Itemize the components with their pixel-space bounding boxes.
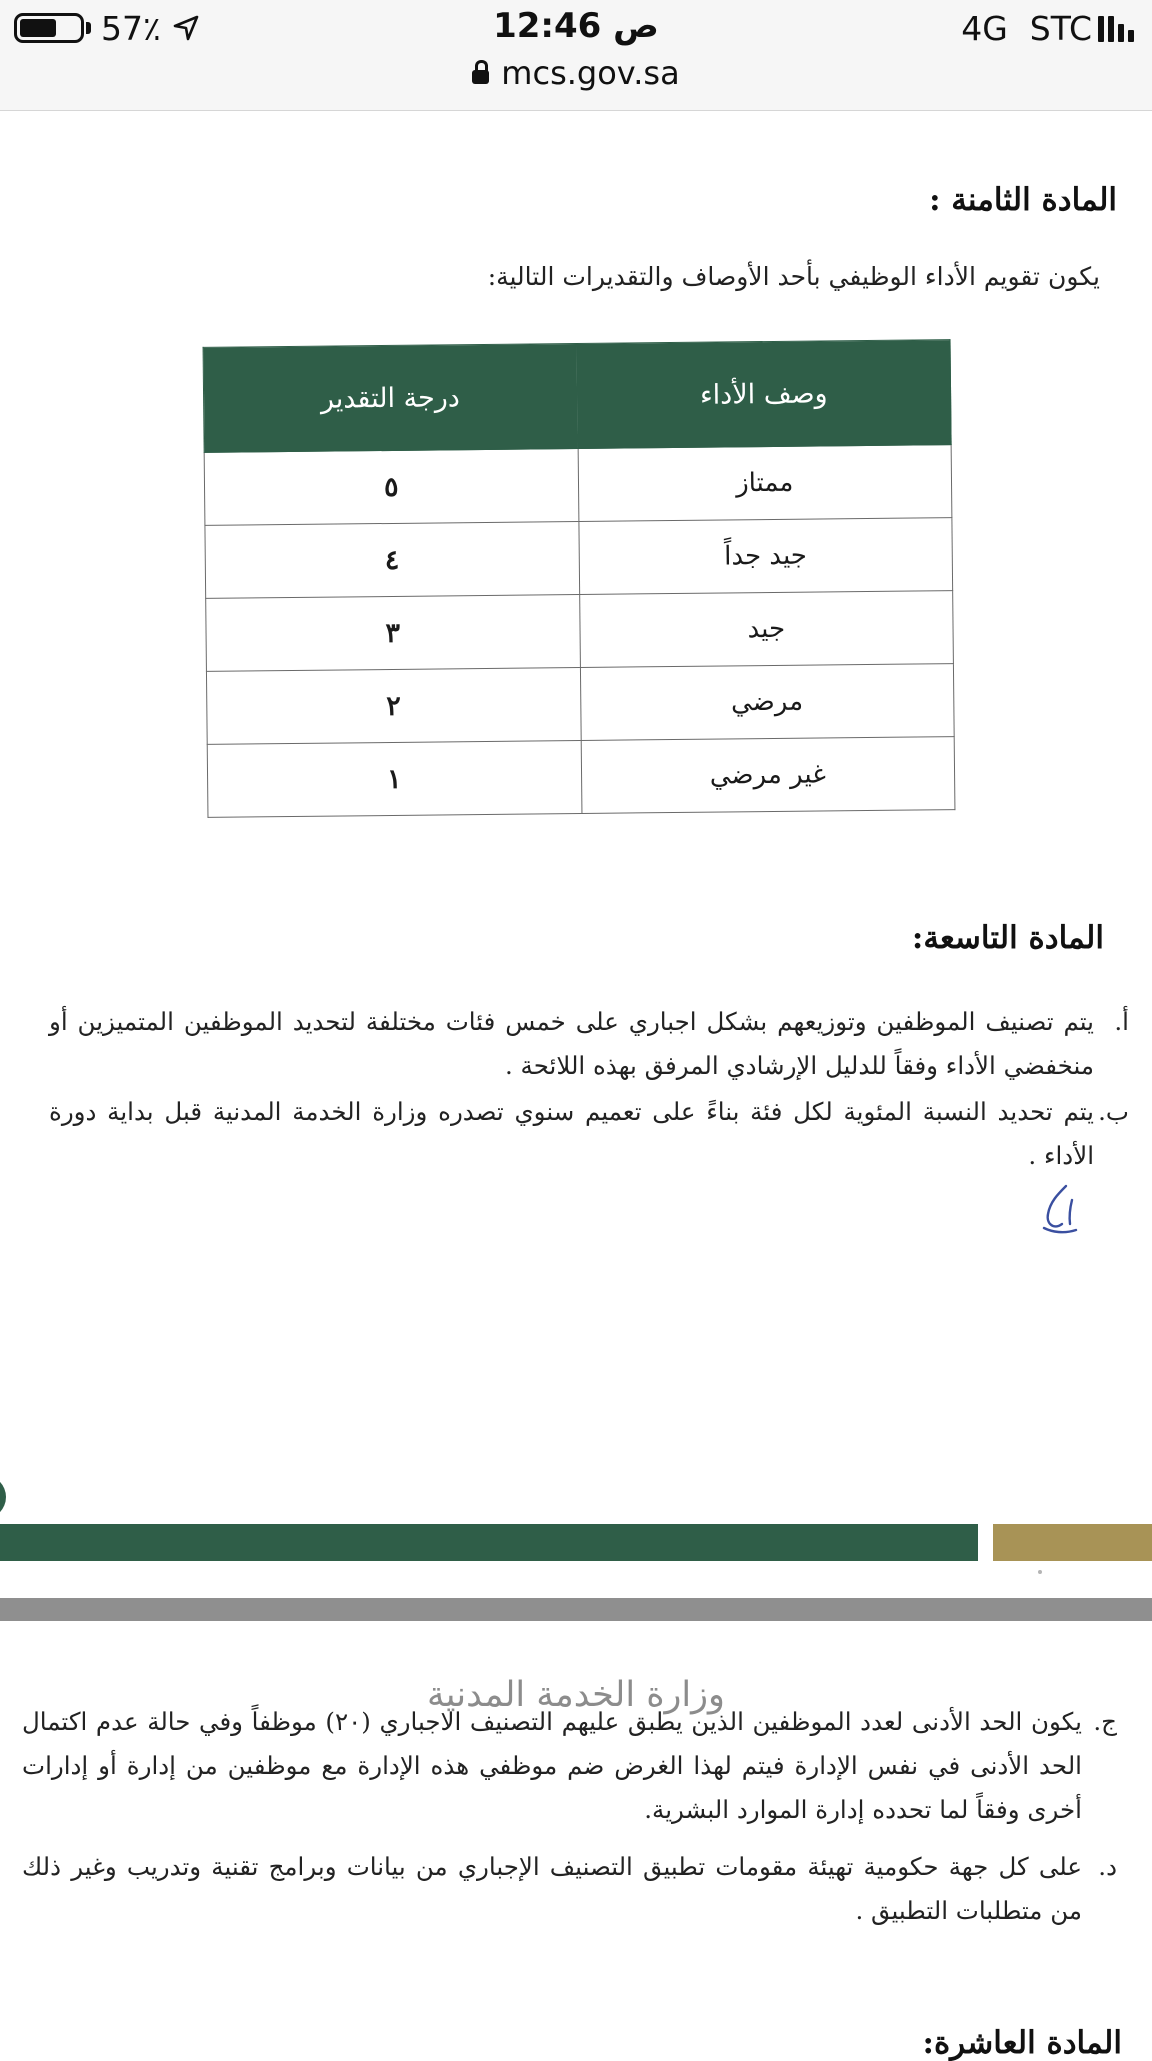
decor-circle xyxy=(0,1475,6,1519)
list-marker: د. xyxy=(1098,1852,1117,1881)
list-item-text: يتم تحديد النسبة المئوية لكل فئة بناءً على تعميم سنوي تصدره وزارة الخدمة المدنية قبل بداية دورة الأداء . xyxy=(49,1097,1094,1170)
table-row xyxy=(205,518,953,599)
table-cell-description: مرضي xyxy=(580,664,954,741)
table-header: درجة التقدير xyxy=(203,344,578,453)
list-item-text: يكون الحد الأدنى لعدد الموظفين الذين يطبق عليهم التصنيف الاجباري (٢٠) موظفاً وفي حالة عدم اكتمال الحد الأدنى في نفس الإدارة فيتم لهذا الغرض ضم موظفي هذه الإدارة مع موظفين من إدارة أو إدارات أخرى وفقاً لما تحدده إدارة الموارد البشرية. xyxy=(22,1707,1082,1824)
list-item xyxy=(22,1845,1117,1933)
table-cell-score: ٥ xyxy=(204,449,578,526)
status-time: 12:46 ص xyxy=(493,6,659,46)
signal-icon xyxy=(1098,14,1134,42)
table-row xyxy=(206,591,954,672)
status-right xyxy=(961,8,1134,48)
lock-icon xyxy=(472,70,489,84)
list-item-text: على كل جهة حكومية تهيئة مقومات تطبيق التصنيف الإجباري من بيانات وبرامج تقنية وتدريب وغير ذلك من متطلبات التطبيق . xyxy=(22,1852,1082,1925)
list-item xyxy=(49,1090,1129,1178)
list-item-text: يتم تصنيف الموظفين وتوزيعهم بشكل اجباري على خمس فئات مختلفة لتحديد الموظفين المتميزين أو منخفضي الأداء وفقاً للدليل الإرشادي المرفق بهذه اللائحة . xyxy=(49,1007,1094,1080)
footer-green-bar xyxy=(0,1524,978,1561)
url-text[interactable]: mcs.gov.sa xyxy=(501,54,680,92)
article-8-title: المادة الثامنة : xyxy=(929,182,1117,218)
footer-gold-bar xyxy=(993,1524,1152,1561)
page-separator-bar xyxy=(0,1598,1152,1621)
table-cell-score: ٢ xyxy=(206,667,580,744)
table-cell-description: غير مرضي xyxy=(581,737,955,814)
article-9-title: المادة التاسعة: xyxy=(911,920,1104,956)
table-cell-description: ممتاز xyxy=(578,445,952,522)
list-item xyxy=(49,1000,1129,1088)
carrier-name: STC xyxy=(1029,8,1092,48)
table-header-row xyxy=(203,340,951,453)
table-header: وصف الأداء xyxy=(577,340,952,449)
ministry-name: وزارة الخدمة المدنية xyxy=(427,1675,725,1715)
list-item xyxy=(22,1700,1117,1832)
status-bar xyxy=(0,0,1152,111)
table-cell-description: جيد xyxy=(579,591,953,668)
battery-percent: 57٪ xyxy=(101,8,161,48)
article-10-title: المادة العاشرة: xyxy=(922,2025,1122,2061)
table-cell-score: ١ xyxy=(207,740,581,817)
list-marker: أ. xyxy=(1114,1007,1129,1036)
table-row xyxy=(206,664,954,745)
table-row xyxy=(207,737,955,818)
signature-mark xyxy=(1036,1180,1086,1240)
network-type: 4G xyxy=(961,8,1008,48)
table-cell-description: جيد جداً xyxy=(578,518,952,595)
table-row xyxy=(204,445,952,526)
address-bar[interactable] xyxy=(0,54,1152,92)
table-cell-score: ٣ xyxy=(206,594,580,671)
list-marker: ب. xyxy=(1098,1097,1129,1126)
table-cell-score: ٤ xyxy=(205,522,579,599)
document-page xyxy=(0,110,1152,2061)
evaluation-table xyxy=(203,339,956,818)
article-8-intro: يكون تقويم الأداء الوظيفي بأحد الأوصاف والتقديرات التالية: xyxy=(487,262,1100,291)
list-marker: ج. xyxy=(1093,1707,1117,1736)
